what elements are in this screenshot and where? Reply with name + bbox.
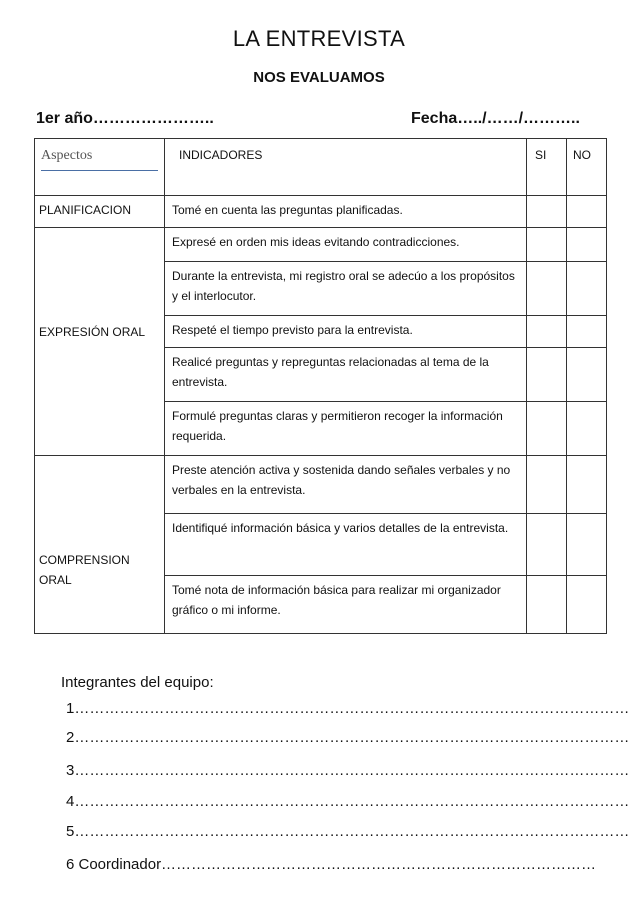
check-si-cell[interactable]	[527, 348, 567, 402]
team-members-label: Integrantes del equipo:	[61, 674, 214, 691]
member-line-5[interactable]: 5…………………………………………………………………………………………………	[66, 823, 630, 840]
header-aspects-underline	[41, 170, 158, 171]
check-si-cell[interactable]	[527, 228, 567, 262]
aspect-label: EXPRESIÓN ORAL	[39, 325, 146, 339]
check-no-cell[interactable]	[567, 456, 607, 514]
check-si-cell[interactable]	[527, 196, 567, 228]
table-row	[35, 196, 607, 228]
header-no-label: NO	[573, 148, 591, 162]
date-field: Fecha…../……/………..	[411, 110, 580, 127]
page-title: LA ENTREVISTA	[232, 26, 406, 51]
check-si-cell[interactable]	[527, 456, 567, 514]
check-no-cell[interactable]	[567, 196, 607, 228]
header-si-label: SI	[535, 148, 547, 162]
check-no-cell[interactable]	[567, 576, 607, 634]
table-header-row	[35, 139, 607, 196]
check-si-cell[interactable]	[527, 514, 567, 576]
check-si-cell[interactable]	[527, 576, 567, 634]
member-line-3[interactable]: 3…………………………………………………………………………………………………	[66, 762, 630, 779]
aspect-label: COMPRENSION ORAL	[39, 553, 130, 587]
member-line-2[interactable]: 2…………………………………………………………………………………………………	[66, 729, 630, 746]
check-no-cell[interactable]	[567, 228, 607, 262]
indicator-cell: Tomé en cuenta las preguntas planificadas.	[165, 196, 527, 228]
aspect-label: PLANIFICACION	[39, 203, 132, 217]
header-aspects-label: Aspectos	[41, 148, 93, 163]
indicator-cell: Identifiqué información básica y varios detalles de la entrevista.	[165, 514, 527, 576]
coordinator-line[interactable]: 6 Coordinador……………………………………………………………………………	[66, 856, 597, 873]
check-no-cell[interactable]	[567, 262, 607, 316]
check-no-cell[interactable]	[567, 348, 607, 402]
year-field: 1er año…………………..	[36, 110, 214, 127]
evaluation-table	[34, 138, 607, 634]
table-row	[35, 456, 607, 514]
member-line-4[interactable]: 4…………………………………………………………………………………………………	[66, 793, 630, 810]
indicator-cell: Durante la entrevista, mi registro oral se adecúo a los propósitos y el interlocutor.	[165, 262, 527, 316]
check-no-cell[interactable]	[567, 402, 607, 456]
aspect-cell-comprension-oral	[35, 456, 165, 634]
check-si-cell[interactable]	[527, 316, 567, 348]
header-no	[567, 139, 607, 196]
check-si-cell[interactable]	[527, 262, 567, 316]
table-row	[35, 228, 607, 262]
header-indicators	[165, 139, 527, 196]
header-aspects	[35, 139, 165, 196]
aspect-cell-expresion-oral	[35, 228, 165, 456]
check-no-cell[interactable]	[567, 514, 607, 576]
check-si-cell[interactable]	[527, 402, 567, 456]
indicator-cell: Realicé preguntas y repreguntas relacionadas al tema de la entrevista.	[165, 348, 527, 402]
indicator-cell: Formulé preguntas claras y permitieron recoger la información requerida.	[165, 402, 527, 456]
member-line-1[interactable]: 1…………………………………………………………………………………………………	[66, 700, 630, 717]
indicator-cell: Preste atención activa y sostenida dando señales verbales y no verbales en la entrevista.	[165, 456, 527, 514]
indicator-cell: Respeté el tiempo previsto para la entrevista.	[165, 316, 527, 348]
header-indicators-label: INDICADORES	[179, 148, 263, 162]
page-subtitle: NOS EVALUAMOS	[253, 69, 385, 86]
aspect-cell-planificacion	[35, 196, 165, 228]
indicator-cell: Tomé nota de información básica para realizar mi organizador gráfico o mi informe.	[165, 576, 527, 634]
header-si	[527, 139, 567, 196]
indicator-cell: Expresé en orden mis ideas evitando contradicciones.	[165, 228, 527, 262]
check-no-cell[interactable]	[567, 316, 607, 348]
